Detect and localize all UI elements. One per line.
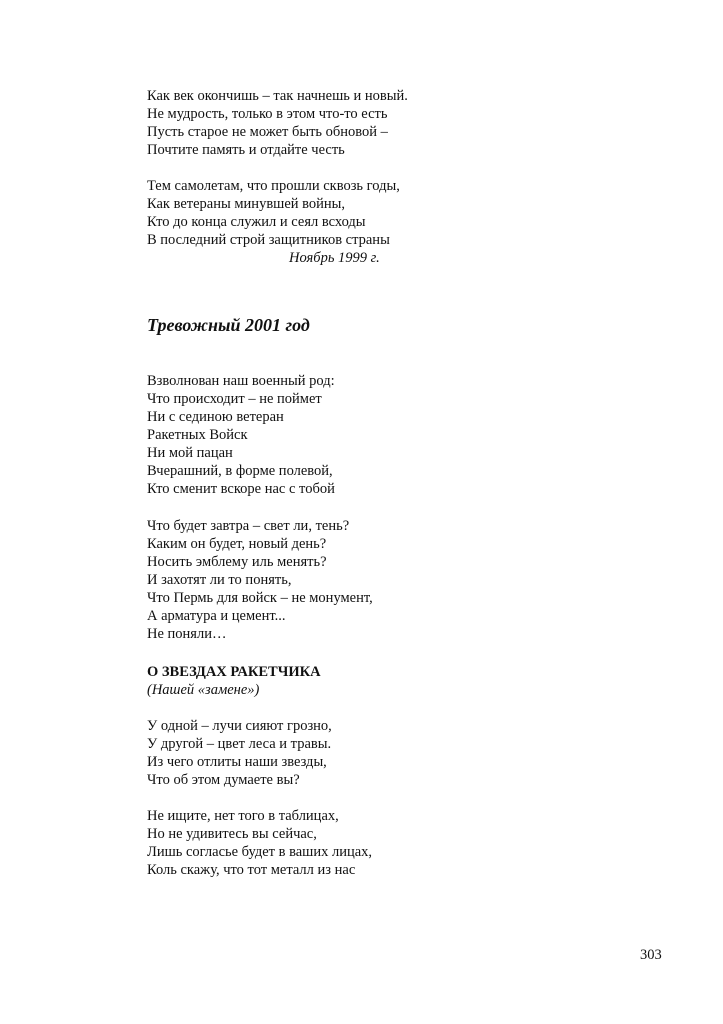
poem-line: Вчерашний, в форме полевой,	[147, 463, 333, 479]
poem-line: Каким он будет, новый день?	[147, 536, 327, 552]
poem-line: Коль скажу, что тот металл из нас	[147, 862, 356, 878]
poem-title: О ЗВЕЗДАХ РАКЕТЧИКА	[147, 664, 321, 680]
poem-line: Тем самолетам, что прошли сквозь годы,	[147, 178, 400, 194]
poem-line: Что об этом думаете вы?	[147, 772, 300, 788]
poem-line: Не поняли…	[147, 626, 227, 642]
page-number: 303	[640, 947, 662, 963]
poem-subtitle: (Нашей «замене»)	[147, 682, 260, 698]
poem-line: Не мудрость, только в этом что-то есть	[147, 106, 388, 122]
poem-line: Ракетных Войск	[147, 427, 248, 443]
poem-line: И захотят ли то понять,	[147, 572, 292, 588]
poem-title: Тревожный 2001 год	[147, 315, 310, 335]
poem-line: Что происходит – не поймет	[147, 391, 322, 407]
poem-line: Взволнован наш военный род:	[147, 373, 335, 389]
poem-line: Почтите память и отдайте честь	[147, 142, 345, 158]
poem-line: Лишь согласье будет в ваших лицах,	[147, 844, 373, 860]
poem-line: Как ветераны минувшей войны,	[147, 196, 346, 212]
poem-line: Но не удивитесь вы сейчас,	[147, 826, 317, 842]
poem-line: Что будет завтра – свет ли, тень?	[147, 518, 350, 534]
poem-line: У другой – цвет леса и травы.	[147, 736, 332, 752]
poem-line: Как век окончишь – так начнешь и новый.	[147, 88, 408, 104]
poem-line: Кто до конца служил и сеял всходы	[147, 214, 366, 230]
poem-line: Пусть старое не может быть обновой –	[147, 124, 388, 140]
poem-line: Ни мой пацан	[147, 445, 233, 461]
poem-line: В последний строй защитников страны	[147, 232, 390, 248]
poem-line: Не ищите, нет того в таблицах,	[147, 808, 339, 824]
poem-line: Из чего отлиты наши звезды,	[147, 754, 327, 770]
poem-date: Ноябрь 1999 г.	[289, 250, 380, 266]
poem-line: У одной – лучи сияют грозно,	[147, 718, 332, 734]
poem-line: Что Пермь для войск – не монумент,	[147, 590, 373, 606]
poem-line: Кто сменит вскоре нас с тобой	[147, 481, 335, 497]
poem-line: Носить эмблему иль менять?	[147, 554, 327, 570]
poem-line: Ни с сединою ветеран	[147, 409, 284, 425]
poem-line: А арматура и цемент...	[147, 608, 286, 624]
